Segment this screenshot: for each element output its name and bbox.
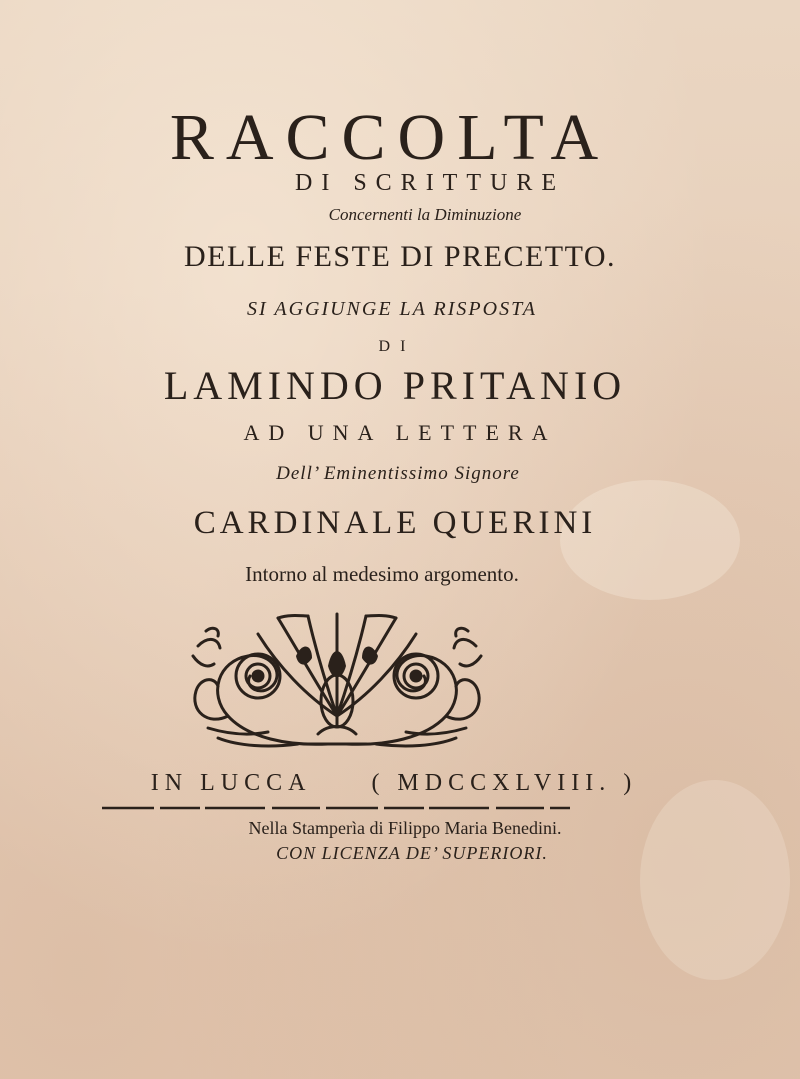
book-title: RACCOLTA	[169, 101, 611, 174]
subtitle: DI SCRITTURE	[295, 170, 565, 196]
imprint-place: IN LUCCA	[150, 770, 312, 796]
dell-line: Dell’ Eminentissimo Signore	[276, 463, 520, 484]
letter-line: AD UNA LETTERA	[243, 420, 557, 445]
paper-stain	[640, 780, 790, 980]
intorno-line: Intorno al medesimo argomento.	[245, 562, 519, 586]
imprint-rule	[102, 806, 570, 810]
imprint-place-year	[0, 770, 794, 797]
subject-main: DELLE FESTE DI PRECETTO.	[183, 240, 617, 273]
imprint-printer: Nella Stamperìa di Filippo Maria Benedini.	[248, 818, 562, 838]
author-name: LAMINDO PRITANIO	[163, 363, 627, 408]
cardinal-name: CARDINALE QUERINI	[193, 505, 597, 541]
addition-line: SI AGGIUNGE LA RISPOSTA	[247, 298, 537, 320]
imprint-license: CON LICENZA DE’ SUPERIORI.	[276, 843, 548, 863]
di-line: DI	[378, 338, 416, 355]
imprint-year: ( MDCCXLVIII. )	[371, 770, 638, 796]
subject-line: Concernenti la Diminuzione	[328, 205, 522, 224]
floral-ornament-icon	[178, 606, 496, 754]
